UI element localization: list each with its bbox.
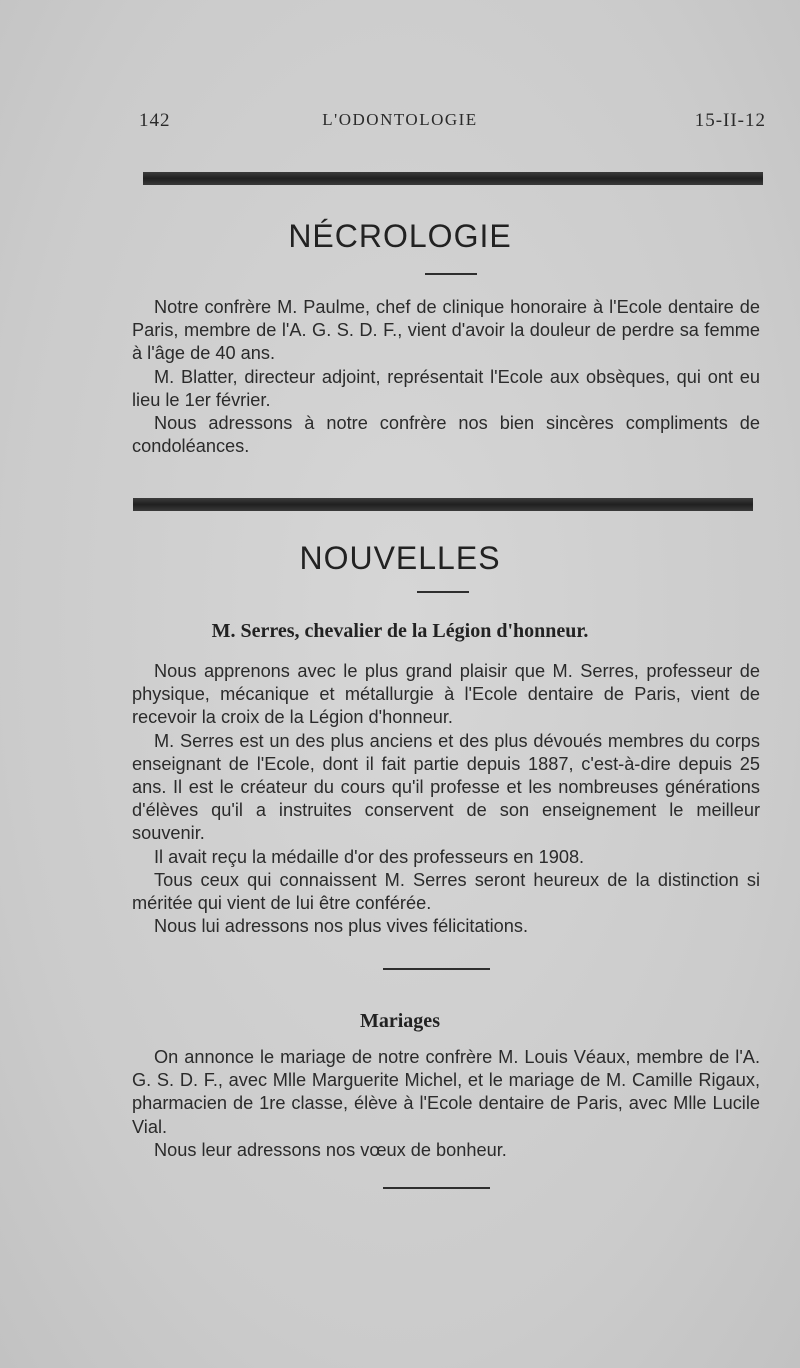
nouvelles-text (132, 660, 760, 938)
paragraph: Tous ceux qui connaissent M. Serres seront heureux de la distinction si méritée qui vient de lui être conférée. (132, 869, 760, 914)
paragraph: On annonce le mariage de notre confrère M. Louis Véaux, membre de l'A. G. S. D. F., avec Mlle Marguerite Michel, et le mariage de M. Camille Rigaux, pharmacien de 1re classe, élève à l'Ecole dentaire de Paris, avec Mlle Lucile Vial. (132, 1047, 760, 1137)
section-title-necrologie: NÉCROLOGIE (288, 218, 512, 254)
title-underline (417, 591, 469, 593)
section-rule (133, 498, 753, 511)
title-underline (425, 273, 477, 275)
paragraph: M. Serres est un des plus anciens et des plus dévoués membres du corps enseignant de l'Ecole, dont il fait partie depuis 1887, c'est-à-dire depuis 25 ans. Il est le créateur du cours qu'il professe et les nombreuses générations d'élèves qu'il a instruites conservent de son enseignement le meilleur souvenir. (132, 730, 760, 844)
mariages-text (132, 1046, 760, 1162)
section-title-nouvelles: NOUVELLES (299, 540, 501, 576)
paragraph: Nous apprenons avec le plus grand plaisir que M. Serres, professeur de physique, mécanique et métallurgie à l'Ecole dentaire de Paris, vient de recevoir la croix de la Légion d'honneur. (132, 661, 760, 728)
article-heading: M. Serres, chevalier de la Légion d'honneur. (211, 620, 589, 642)
section-rule (143, 172, 763, 185)
issue-date: 15-II-12 (694, 110, 766, 131)
paragraph-text: M. Blatter, directeur adjoint, représentait l'Ecole aux obsèques, qui ont eu lieu le 1er février. (132, 366, 760, 410)
paragraph: Nous leur adressons nos vœux de bonheur. (154, 1139, 507, 1160)
paragraph: Notre confrère M. Paulme, chef de clinique honoraire à l'Ecole dentaire de Paris, membre de l'A. G. S. D. F., vient d'avoir la douleur de perdre sa femme à l'âge de 40 ans. (132, 297, 760, 364)
section-title-mariages: Mariages (360, 1010, 440, 1032)
separator-rule (383, 968, 490, 970)
separator-rule (383, 1187, 490, 1189)
journal-title: L'ODONTOLOGIE (322, 110, 478, 129)
paragraph: Il avait reçu la médaille d'or des professeurs en 1908. (154, 846, 585, 867)
page-number: 142 (139, 110, 171, 131)
paragraph: Nous adressons à notre confrère nos bien sincères compliments de condoléances. (132, 413, 760, 457)
necrologie-text (132, 296, 760, 458)
paragraph (132, 366, 760, 412)
paragraph: Nous lui adressons nos plus vives félicitations. (154, 916, 529, 937)
